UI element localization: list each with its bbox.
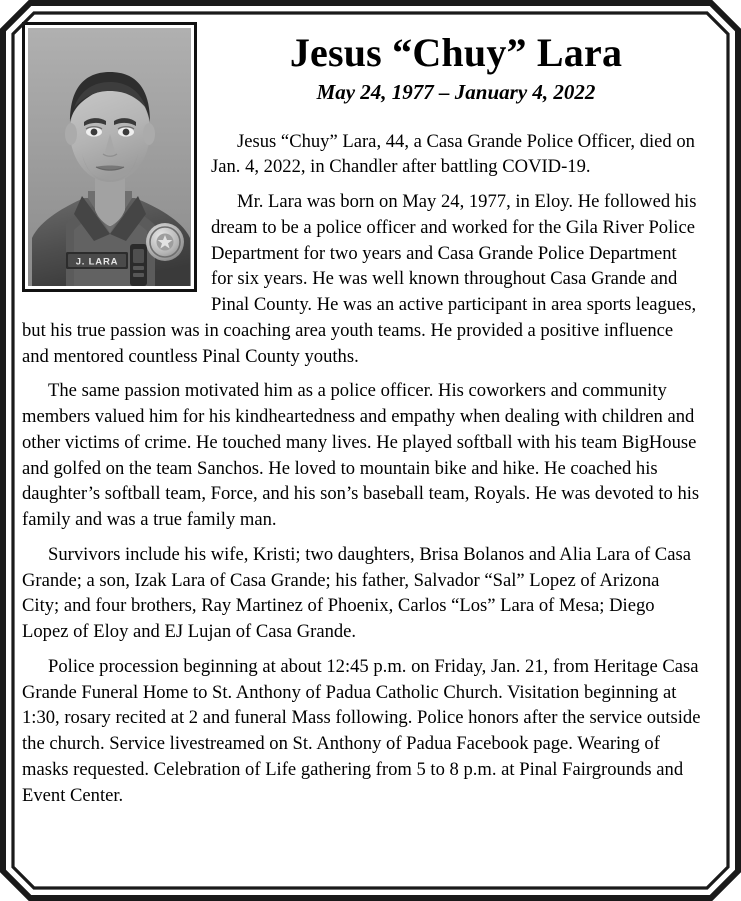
- portrait-photo: [28, 28, 191, 286]
- obituary-paragraph: The same passion motivated him as a police officer. His coworkers and community members valued him for his kindheartedness and empathy when dealing with children and other victims of crime. He touched many lives. He played softball with his team BigHouse and golfed on the team Sanchos. He loved to mountain bike and hike. He coached his daughter’s softball team, Force, and his son’s baseball team, Royals. He was devoted to his family and was a true family man.: [22, 380, 700, 531]
- page-title: Jesus “Chuy” Lara: [289, 30, 623, 75]
- obituary-paragraph: Jesus “Chuy” Lara, 44, a Casa Grande Police Officer, died on Jan. 4, 2022, in Chandler after battling COVID-19.: [211, 130, 695, 178]
- portrait-photo-frame: [22, 22, 197, 292]
- obituary-content: [20, 14, 721, 887]
- obituary-header: [211, 18, 701, 111]
- obituary-paragraph: Survivors include his wife, Kristi; two daughters, Brisa Bolanos and Alia Lara of Casa Grande; a son, Izak Lara of Casa Grande; his father, Salvador “Sal” Lopez of Arizona City; and four brothers, Ray Martinez of Phoenix, Carlos “Los” Lara of Mesa; Diego Lopez of Eloy and EJ Lujan of Casa Grande.: [22, 543, 691, 643]
- nameplate-text: J. LARA: [75, 256, 119, 268]
- obituary-paragraph: Mr. Lara was born on May 24, 1977, in Eloy. He followed his dream to be a police officer and worked for the Gila River Police Department for two years and Casa Grande Police Department for six years. He was well known throughout Casa Grande and Pinal County. He was an active participant in area sports leagues, but his true passion was in coaching area youth teams. He provided a positive influence and mentored countless Pinal County youths.: [22, 191, 697, 367]
- obituary-paragraph: Police procession beginning at about 12:45 p.m. on Friday, Jan. 21, from Heritage Casa Grande Funeral Home to St. Anthony of Padua Catholic Church. Visitation beginning at 1:30, rosary recited at 2 and funeral Mass following. Police honors after the service outside the church. Service livestreamed on St. Anthony of Padua Facebook page. Wearing of masks requested. Celebration of Life gathering from 5 to 8 p.m. at Pinal Fairgrounds and Event Center.: [22, 655, 701, 806]
- officer-portrait-illustration: [28, 28, 191, 286]
- life-dates: May 24, 1977 – January 4, 2022: [316, 80, 596, 105]
